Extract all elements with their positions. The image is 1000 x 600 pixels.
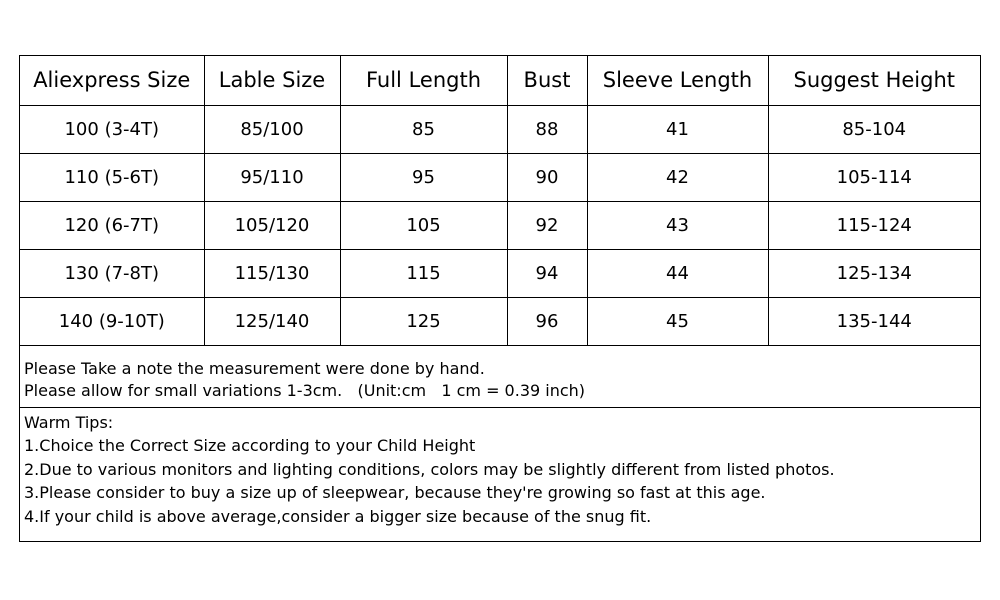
cell-lable-size: 105/120 <box>204 201 340 249</box>
cell-aliexpress-size: 130 (7-8T) <box>20 249 204 297</box>
cell-aliexpress-size: 120 (6-7T) <box>20 201 204 249</box>
size-table <box>20 56 980 346</box>
cell-sleeve-length: 44 <box>587 249 768 297</box>
cell-sleeve-length: 43 <box>587 201 768 249</box>
size-chart <box>19 55 981 542</box>
cell-lable-size: 95/110 <box>204 153 340 201</box>
table-header-row <box>20 56 980 105</box>
header-bust: Bust <box>507 56 587 105</box>
cell-suggest-height: 135-144 <box>768 297 980 345</box>
cell-full-length: 115 <box>340 249 507 297</box>
cell-sleeve-length: 45 <box>587 297 768 345</box>
cell-full-length: 85 <box>340 105 507 153</box>
cell-bust: 92 <box>507 201 587 249</box>
tip-item: 3.Please consider to buy a size up of sleepwear, because they're growing so fast at this age. <box>24 483 766 502</box>
table-row <box>20 201 980 249</box>
cell-suggest-height: 125-134 <box>768 249 980 297</box>
tip-item: 1.Choice the Correct Size according to your Child Height <box>24 436 476 455</box>
header-suggest-height: Suggest Height <box>768 56 980 105</box>
cell-bust: 88 <box>507 105 587 153</box>
note-line-2: Please allow for small variations 1-3cm. (Unit:cm 1 cm = 0.39 inch) <box>24 380 586 400</box>
cell-sleeve-length: 42 <box>587 153 768 201</box>
cell-lable-size: 115/130 <box>204 249 340 297</box>
cell-bust: 94 <box>507 249 587 297</box>
cell-sleeve-length: 41 <box>587 105 768 153</box>
measurement-note <box>20 346 980 408</box>
cell-suggest-height: 115-124 <box>768 201 980 249</box>
cell-aliexpress-size: 110 (5-6T) <box>20 153 204 201</box>
cell-bust: 96 <box>507 297 587 345</box>
table-row <box>20 249 980 297</box>
header-aliexpress-size: Aliexpress Size <box>20 56 204 105</box>
cell-bust: 90 <box>507 153 587 201</box>
table-row <box>20 105 980 153</box>
table-row <box>20 153 980 201</box>
table-row <box>20 297 980 345</box>
cell-aliexpress-size: 140 (9-10T) <box>20 297 204 345</box>
cell-full-length: 95 <box>340 153 507 201</box>
cell-lable-size: 85/100 <box>204 105 340 153</box>
cell-full-length: 105 <box>340 201 507 249</box>
tip-item: 2.Due to various monitors and lighting conditions, colors may be slightly different from listed photos. <box>24 459 835 479</box>
header-full-length: Full Length <box>340 56 507 105</box>
tips-title: Warm Tips: <box>24 412 114 432</box>
warm-tips <box>20 408 980 541</box>
tip-item: 4.If your child is above average,consider a bigger size because of the snug fit. <box>24 506 652 526</box>
cell-suggest-height: 105-114 <box>768 153 980 201</box>
cell-suggest-height: 85-104 <box>768 105 980 153</box>
cell-lable-size: 125/140 <box>204 297 340 345</box>
header-sleeve-length: Sleeve Length <box>587 56 768 105</box>
header-lable-size: Lable Size <box>204 56 340 105</box>
cell-full-length: 125 <box>340 297 507 345</box>
note-line-1: Please Take a note the measurement were done by hand. <box>24 358 485 378</box>
cell-aliexpress-size: 100 (3-4T) <box>20 105 204 153</box>
